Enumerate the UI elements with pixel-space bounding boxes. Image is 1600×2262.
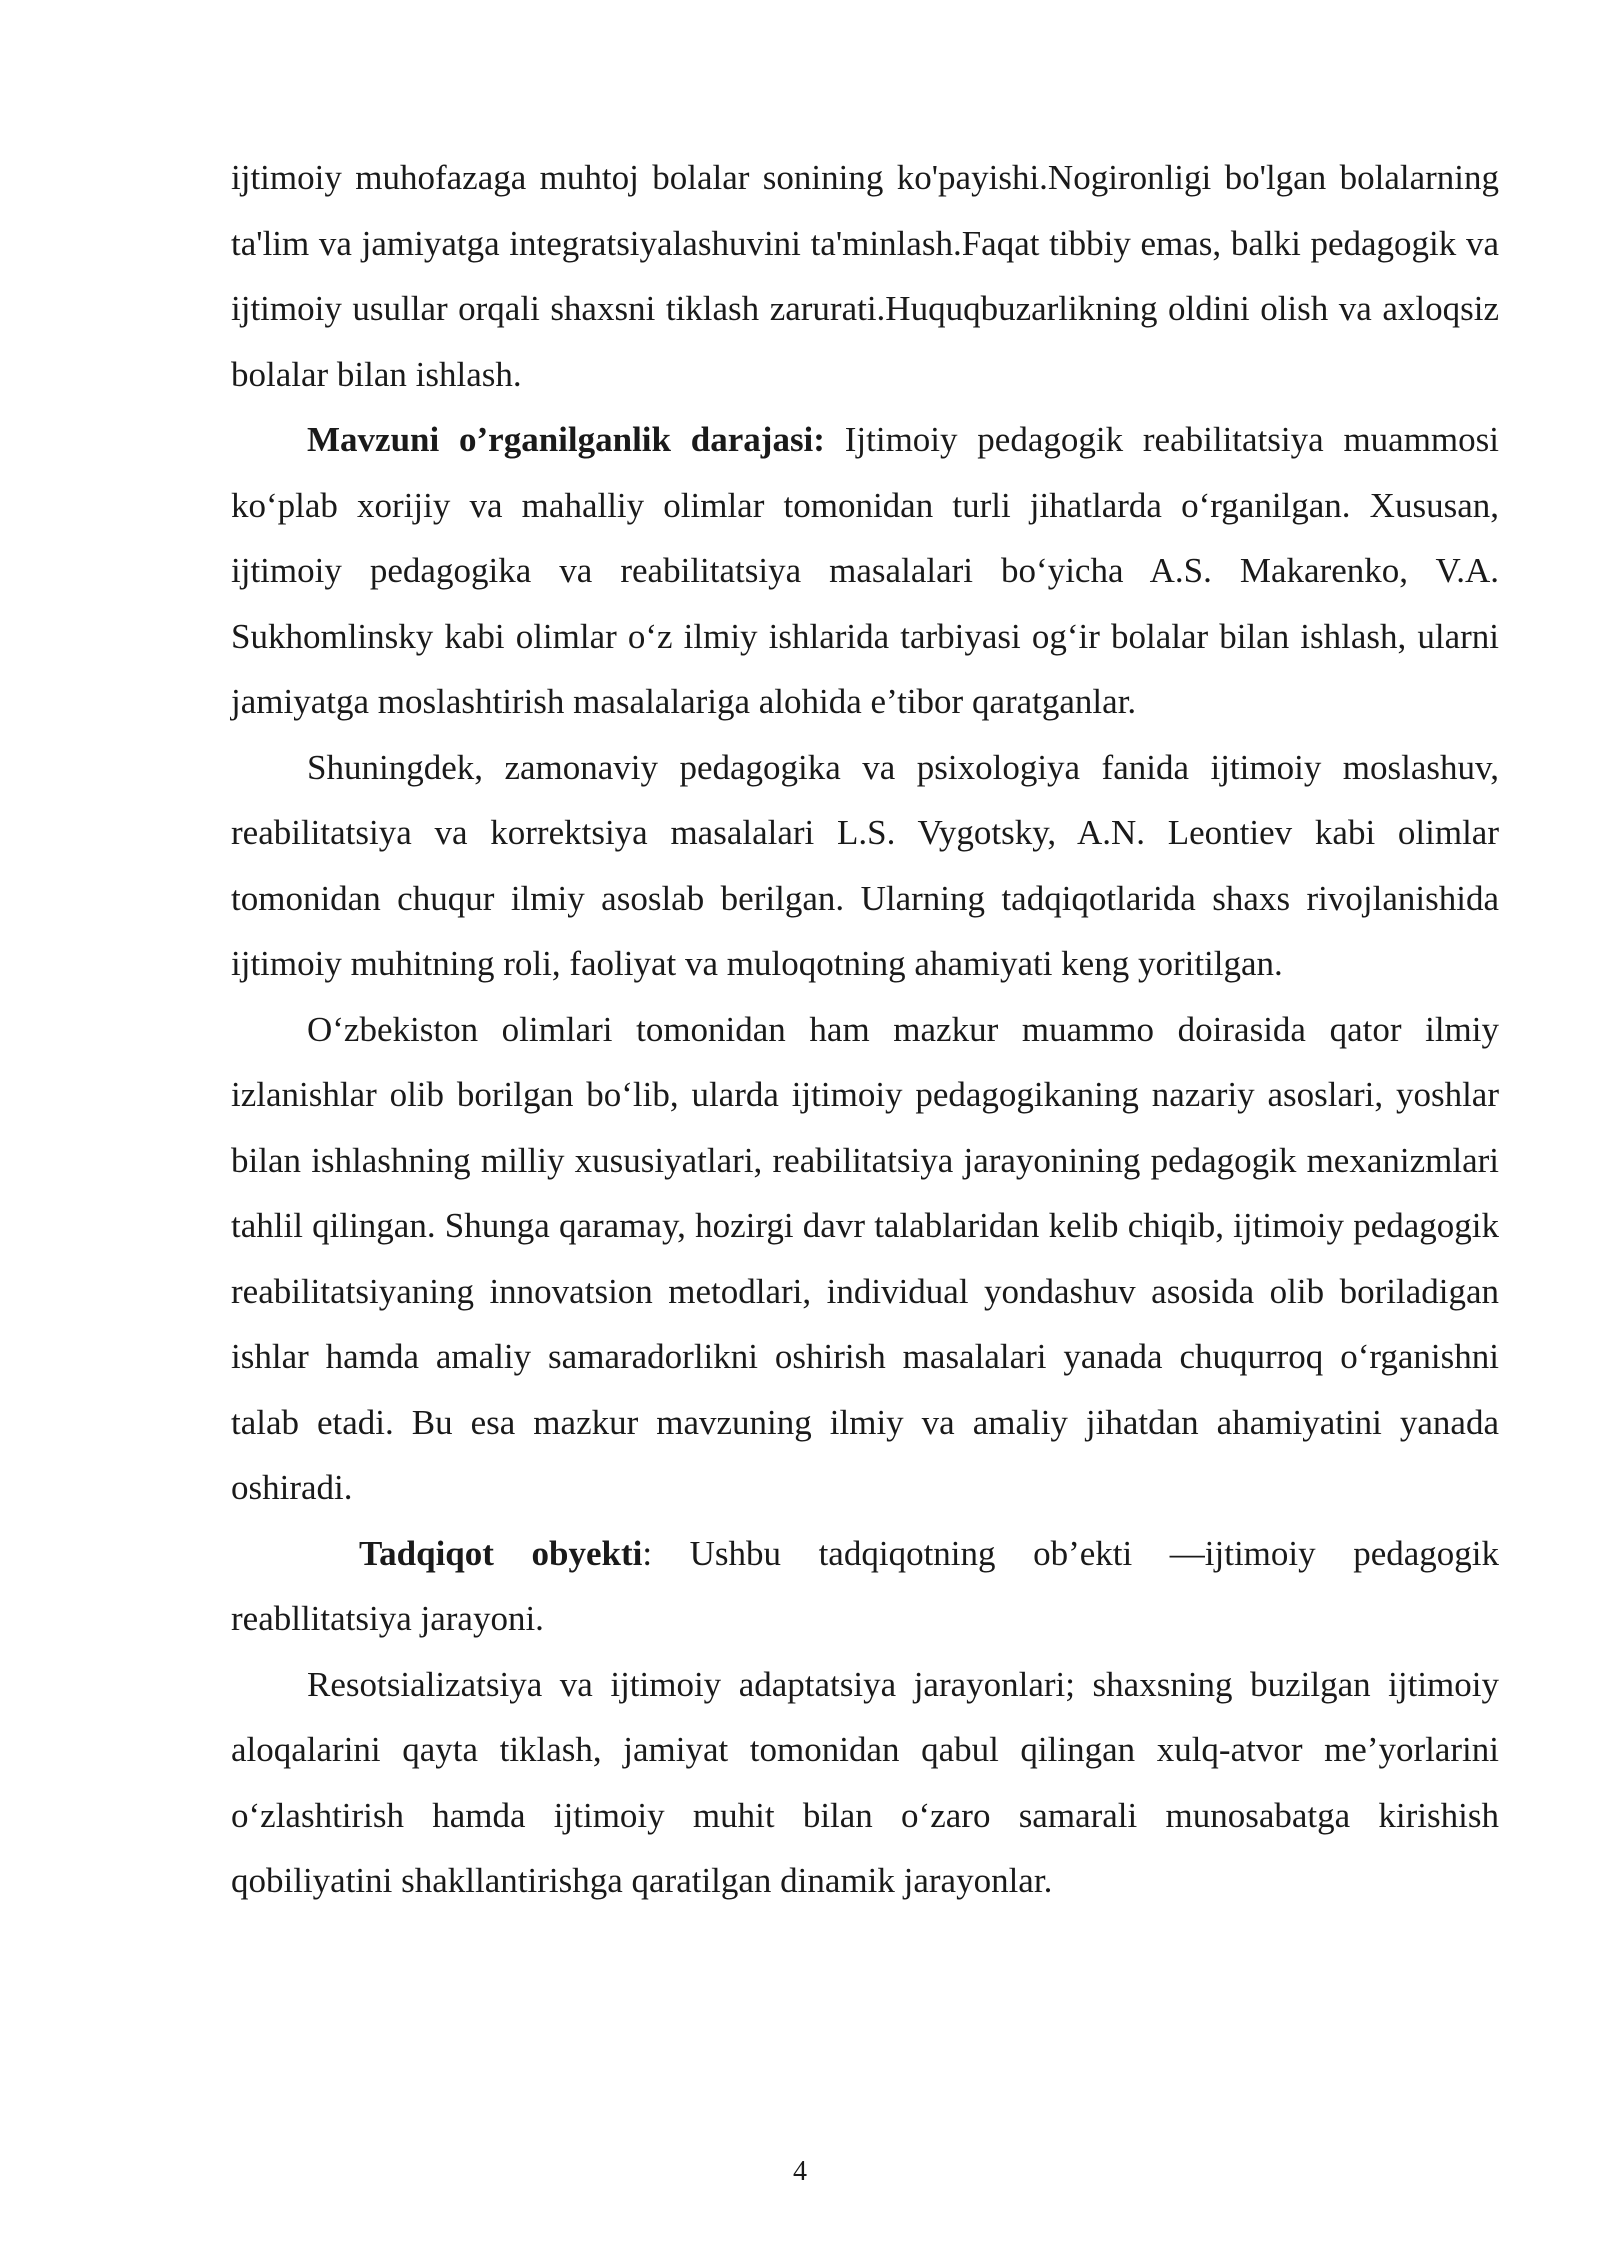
page-number: 4: [793, 2156, 807, 2187]
paragraph-text: O‘zbekiston olimlari tomonidan ham mazkur muammo doirasida qator ilmiy izlanishlar olib borilgan bo‘lib, ularda ijtimoiy pedagogikaning nazariy asoslari, yoshlar bilan ishlashning milliy xususiyatlari, reabilitatsiya jarayonining pedagogik mexanizmlari tahlil qilingan. Shunga qaramay, hozirgi davr talablaridan kelib chiqib, ijtimoiy pedagogik reabilitatsiyaning innovatsion metodlari, individual yondashuv asosida olib boriladigan ishlar hamda amaliy samaradorlikni oshirish masalalari yanada chuqurroq o‘rganishni talab etadi. Bu esa mazkur mavzuning ilmiy va amaliy jihatdan ahamiyatini yanada oshiradi.: [231, 1009, 1499, 1507]
body-text: [231, 145, 1499, 1914]
paragraph-heading: Mavzuni o’rganilganlik darajasi:: [307, 420, 825, 459]
paragraph-text: : Ushbu tadqiqotning ob’ekti —ijtimoiy pedagogik reabllitatsiya jarayoni.: [231, 1533, 1499, 1638]
paragraph-research-level: [231, 407, 1499, 735]
paragraph-heading: Tadqiqot obyekti: [359, 1533, 643, 1573]
paragraph-text: Ijtimoiy pedagogik reabilitatsiya muammosi ko‘plab xorijiy va mahalliy olimlar tomonidan turli jihatlarda o‘rganilgan. Xususan, ijtimoiy pedagogika va reabilitatsiya masalalari bo‘yicha A.S. Makarenko, V.A. Sukhomlinsky kabi olimlar o‘z ilmiy ishlarida tarbiyasi og‘ir bolalar bilan ishlash, ularni jamiyatga moslashtirish masalalariga alohida e’tibor qaratganlar.: [231, 420, 1499, 721]
paragraph-modern-pedagogy: [231, 735, 1499, 997]
paragraph-resocialization: [231, 1652, 1499, 1914]
paragraph-text: Shuningdek, zamonaviy pedagogika va psixologiya fanida ijtimoiy moslashuv, reabilitatsiya va korrektsiya masalalari L.S. Vygotsky, A.N. Leontiev kabi olimlar tomonidan chuqur ilmiy asoslab berilgan. Ularning tadqiqotlarida shaxs rivojlanishida ijtimoiy muhitning roli, faoliyat va muloqotning ahamiyati keng yoritilgan.: [231, 747, 1499, 983]
paragraph-text: ijtimoiy muhofazaga muhtoj bolalar sonining ko'payishi.Nogironligi bo'lgan bolalarning ta'lim va jamiyatga integratsiyalashuvini ta'minlash.Faqat tibbiy emas, balki pedagogik va ijtimoiy usullar orqali shaxsni tiklash zarurati.Huquqbuzarlikning oldini olish va axloqsiz bolalar bilan ishlash.: [231, 158, 1499, 394]
paragraph-continuation: [231, 145, 1499, 407]
paragraph-uzbek-scholars: [231, 997, 1499, 1521]
paragraph-research-object: [231, 1521, 1499, 1652]
paragraph-text: Resotsializatsiya va ijtimoiy adaptatsiya jarayonlari; shaxsning buzilgan ijtimoiy aloqalarini qayta tiklash, jamiyat tomonidan qabul qilingan xulq-atvor me’yorlarini o‘zlashtirish hamda ijtimoiy muhit bilan o‘zaro samarali munosabatga kirishish qobiliyatini shakllantirishga qaratilgan dinamik jarayonlar.: [231, 1664, 1499, 1900]
